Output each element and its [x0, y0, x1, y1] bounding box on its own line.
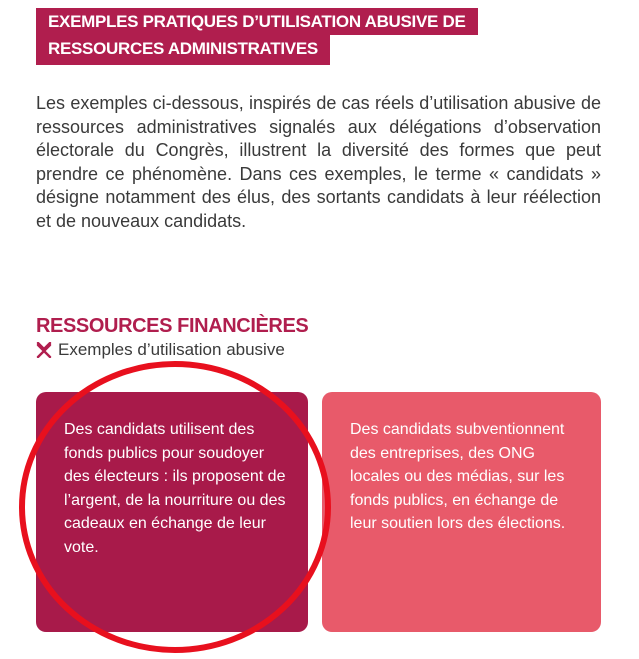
cross-icon — [36, 342, 52, 358]
example-card-2 — [322, 392, 601, 632]
legend — [36, 339, 285, 361]
intro-paragraph: Les exemples ci-dessous, inspirés de cas réels d’utilisation abusive de ressources administratives signalés aux délégations d’observation électorale du Congrès, illustrent la diversité des formes que peut prendre ce phénomène. Dans ces exemples, le terme « candidats » désigne notamment des élus, des sortants candidats à leur réélection et de nouveaux candidats. — [36, 93, 601, 231]
banner-title-line-2: RESSOURCES ADMINISTRATIVES — [36, 35, 330, 65]
section-banner — [36, 8, 478, 65]
banner-title-line-1: EXEMPLES PRATIQUES D’UTILISATION ABUSIVE DE — [36, 8, 478, 35]
section-title: RESSOURCES FINANCIÈRES — [36, 315, 309, 337]
example-card-2-text: Des candidats subventionnent des entreprises, des ONG locales ou des médias, sur les fonds publics, en échange de leur soutien lors des élections. — [350, 421, 566, 533]
example-card-1-text: Des candidats utilisent des fonds publics pour soudoyer des électeurs : ils proposent de l’argent, de la nourriture ou des cadeaux en échange de leur vote. — [64, 421, 286, 556]
legend-label: Exemples d’utilisation abusive — [58, 340, 285, 359]
example-card-1 — [36, 392, 308, 632]
